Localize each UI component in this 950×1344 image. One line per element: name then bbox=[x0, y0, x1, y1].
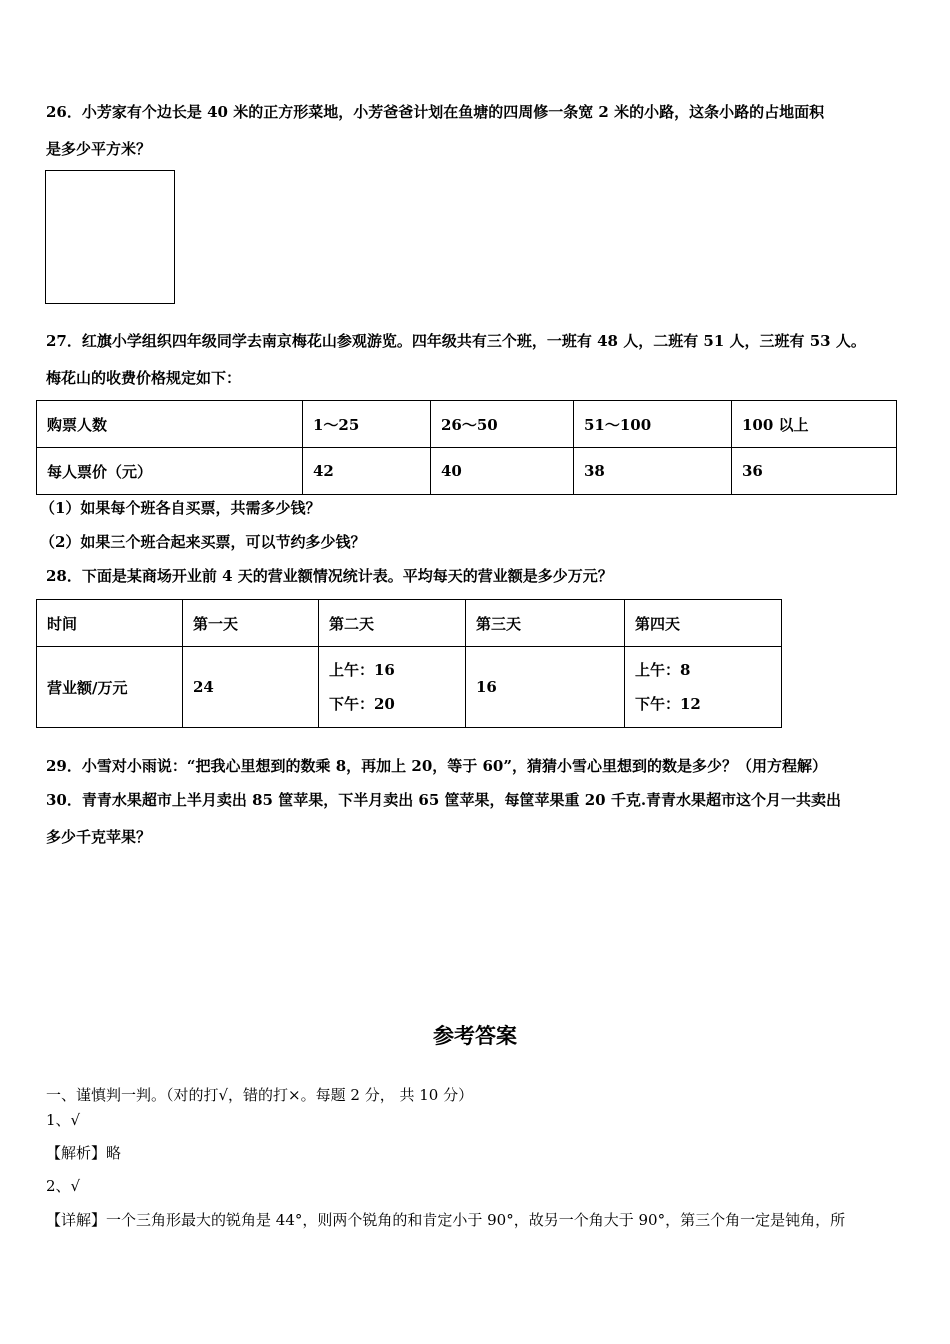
table-cell bbox=[625, 647, 782, 728]
table-cell: 每人票价（元） bbox=[37, 448, 303, 495]
question-26-text-cont: 是多少平方米？ bbox=[46, 140, 152, 158]
table-cell: 24 bbox=[183, 647, 319, 728]
table-row bbox=[37, 600, 782, 647]
table-cell: 16 bbox=[466, 647, 625, 728]
table-cell: 第四天 bbox=[625, 600, 782, 647]
table-cell: 38 bbox=[574, 448, 732, 495]
question-28-text: 28．下面是某商场开业前 4 天的营业额情况统计表。平均每天的营业额是多少万元？ bbox=[46, 567, 613, 585]
question-29-text: 29．小雪对小雨说：“把我心里想到的数乘 8，再加上 20，等于 60”，猜猜小雪心里想到的数是多少？（用方程解） bbox=[46, 757, 827, 775]
table-cell: 第一天 bbox=[183, 600, 319, 647]
question-27-text: 27．红旗小学组织四年级同学去南京梅花山参观游览。四年级共有三个班，一班有 48 人，二班有 51 人，三班有 53 人。 bbox=[46, 332, 866, 350]
answer-1: 1、√ bbox=[46, 1111, 81, 1129]
answer-2: 2、√ bbox=[46, 1177, 81, 1195]
answers-section-1: 一、谨慎判一判。（对的打√，错的打×。每题 2 分， 共 10 分） bbox=[46, 1086, 474, 1104]
question-30-text: 30．青青水果超市上半月卖出 85 筐苹果，下半月卖出 65 筐苹果，每筐苹果重 20 千克.青青水果超市这个月一共卖出 bbox=[46, 791, 842, 809]
table-cell: 100 以上 bbox=[732, 401, 897, 448]
question-30-text-cont: 多少千克苹果？ bbox=[46, 828, 152, 846]
question-27-sub1: （1）如果每个班各自买票，共需多少钱？ bbox=[40, 499, 321, 517]
table-cell: 51～100 bbox=[574, 401, 732, 448]
table-row bbox=[37, 401, 897, 448]
table-cell: 时间 bbox=[37, 600, 183, 647]
question-26-text: 26．小芳家有个边长是 40 米的正方形菜地，小芳爸爸计划在鱼塘的四周修一条宽 2 米的小路，这条小路的占地面积 bbox=[46, 103, 825, 121]
square-figure bbox=[45, 170, 175, 304]
answers-title: 参考答案 bbox=[433, 1023, 517, 1048]
revenue-table bbox=[36, 599, 782, 728]
table-cell: 第二天 bbox=[319, 600, 466, 647]
answer-2-detail: 【详解】一个三角形最大的锐角是 44°，则两个锐角的和肯定小于 90°，故另一个角大于 90°，第三个角一定是钝角，所 bbox=[46, 1211, 846, 1229]
day2-pm: 下午：20 bbox=[329, 695, 395, 713]
answer-1-analysis: 【解析】略 bbox=[46, 1144, 122, 1162]
day4-am: 上午：8 bbox=[635, 661, 691, 679]
table-cell: 26～50 bbox=[431, 401, 574, 448]
table-cell: 1～25 bbox=[303, 401, 431, 448]
table-cell: 购票人数 bbox=[37, 401, 303, 448]
day2-am: 上午：16 bbox=[329, 661, 395, 679]
table-cell: 40 bbox=[431, 448, 574, 495]
day4-pm: 下午：12 bbox=[635, 695, 701, 713]
table-row bbox=[37, 647, 782, 728]
ticket-price-table bbox=[36, 400, 897, 495]
table-row bbox=[37, 448, 897, 495]
table-cell: 第三天 bbox=[466, 600, 625, 647]
table-cell bbox=[319, 647, 466, 728]
table-cell: 36 bbox=[732, 448, 897, 495]
table-cell: 42 bbox=[303, 448, 431, 495]
table-cell: 营业额/万元 bbox=[37, 647, 183, 728]
question-27-text-cont: 梅花山的收费价格规定如下： bbox=[46, 369, 242, 387]
question-27-sub2: （2）如果三个班合起来买票，可以节约多少钱？ bbox=[40, 533, 366, 551]
